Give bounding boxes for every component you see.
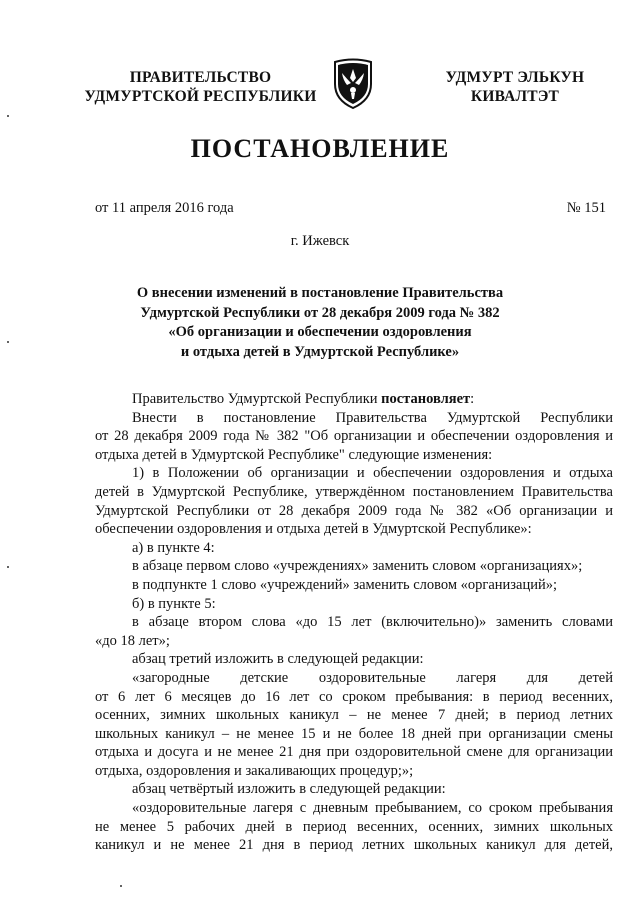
body-line: каникул и не менее 21 дня в период летних школьных каникул для детей, [95, 837, 613, 854]
document-city: г. Ижевск [290, 233, 350, 249]
body-line: отдыха и досуга и не менее 21 дня при оздоровительной смене для организации [95, 744, 613, 761]
body-line: б) в пункте 5: [132, 595, 216, 612]
document-date: от 11 апреля 2016 года [95, 200, 234, 216]
body-line: от 6 лет 6 месяцев до 16 лет со сроком пребывания: в период весенних, [95, 688, 613, 705]
document-number: № 151 [566, 200, 606, 216]
coat-of-arms-emblem-icon [329, 58, 377, 110]
scan-mark [7, 341, 9, 343]
scan-mark [120, 885, 122, 887]
body-line: Удмуртской Республики от 28 декабря 2009 года № 382 «Об организации и [95, 502, 613, 519]
body-text: : [470, 391, 475, 407]
body-line: детей в Удмуртской Республике, утверждённом постановлением Правительства [95, 483, 613, 500]
body-line [95, 390, 613, 409]
body-line: абзац третий изложить в следующей редакции: [132, 651, 424, 668]
body-line: в абзаце втором слова «до 15 лет (включительно)» заменить словами [132, 614, 613, 631]
body-text-bold: постановляет [381, 391, 471, 407]
body-text: Правительство Удмуртской Республики [132, 391, 382, 407]
body-line: от 28 декабря 2009 года № 382 "Об организации и обеспечении оздоровления и [95, 428, 613, 445]
body-line: абзац четвёртый изложить в следующей редакции: [132, 781, 446, 798]
body-line: Внести в постановление Правительства Удмуртской Республики [132, 409, 613, 426]
subject-line: «Об организации и обеспечении оздоровления [168, 324, 472, 341]
body-line: отдыха детей в Удмуртской Республике" следующие изменения: [95, 446, 493, 463]
document-subject [120, 284, 520, 362]
body-line: «загородные детские оздоровительные лагеря для детей [132, 669, 613, 686]
body-line: школьных каникул – не менее 15 и не более 18 дней при организации смены [95, 725, 613, 742]
subject-line: О внесении изменений в постановление Правительства [136, 285, 504, 301]
body-line: в абзаце первом слово «учреждениях» заменить словом «организациях»; [132, 558, 583, 575]
scan-mark [7, 115, 9, 117]
body-line: осенних, зимних школьных каникул – не менее 7 дней; в период летних [95, 707, 613, 724]
government-name-line-2: УДМУРТСКОЙ РЕСПУБЛИКИ [84, 88, 317, 105]
subject-line: Удмуртской Республики от 28 декабря 2009 года № 382 [140, 304, 500, 321]
body-line: а) в пункте 4: [132, 539, 215, 556]
government-name-udmurt-line-2: КИВАЛТЭТ [470, 88, 560, 105]
document-title: ПОСТАНОВЛЕНИЕ [190, 134, 450, 163]
body-line: «до 18 лет»; [95, 632, 170, 649]
body-line: в подпункте 1 слово «учреждений» заменить словом «организаций»; [132, 576, 558, 593]
government-name-line-1: ПРАВИТЕЛЬСТВО [129, 69, 272, 86]
body-line: отдыха, оздоровления и закаливающих процедур;»; [95, 762, 414, 779]
body-line: 1) в Положении об организации и обеспечении оздоровления и отдыха [132, 465, 613, 482]
document-body [95, 390, 613, 855]
government-name-udmurt-line-1: УДМУРТ ЭЛЬКУН [445, 69, 585, 86]
government-name-udmurt [430, 68, 600, 106]
government-name-russian [78, 68, 323, 106]
body-line: не менее 5 рабочих дней в период весенних, осенних, зимних школьных [95, 818, 613, 835]
subject-line: и отдыха детей в Удмуртской Республике» [180, 343, 460, 360]
body-line: «оздоровительные лагеря с дневным пребыванием, со сроком пребывания [132, 800, 613, 817]
scan-mark [7, 566, 9, 568]
body-line: обеспечении оздоровления и отдыха детей в Удмуртской Республике»: [95, 521, 532, 538]
